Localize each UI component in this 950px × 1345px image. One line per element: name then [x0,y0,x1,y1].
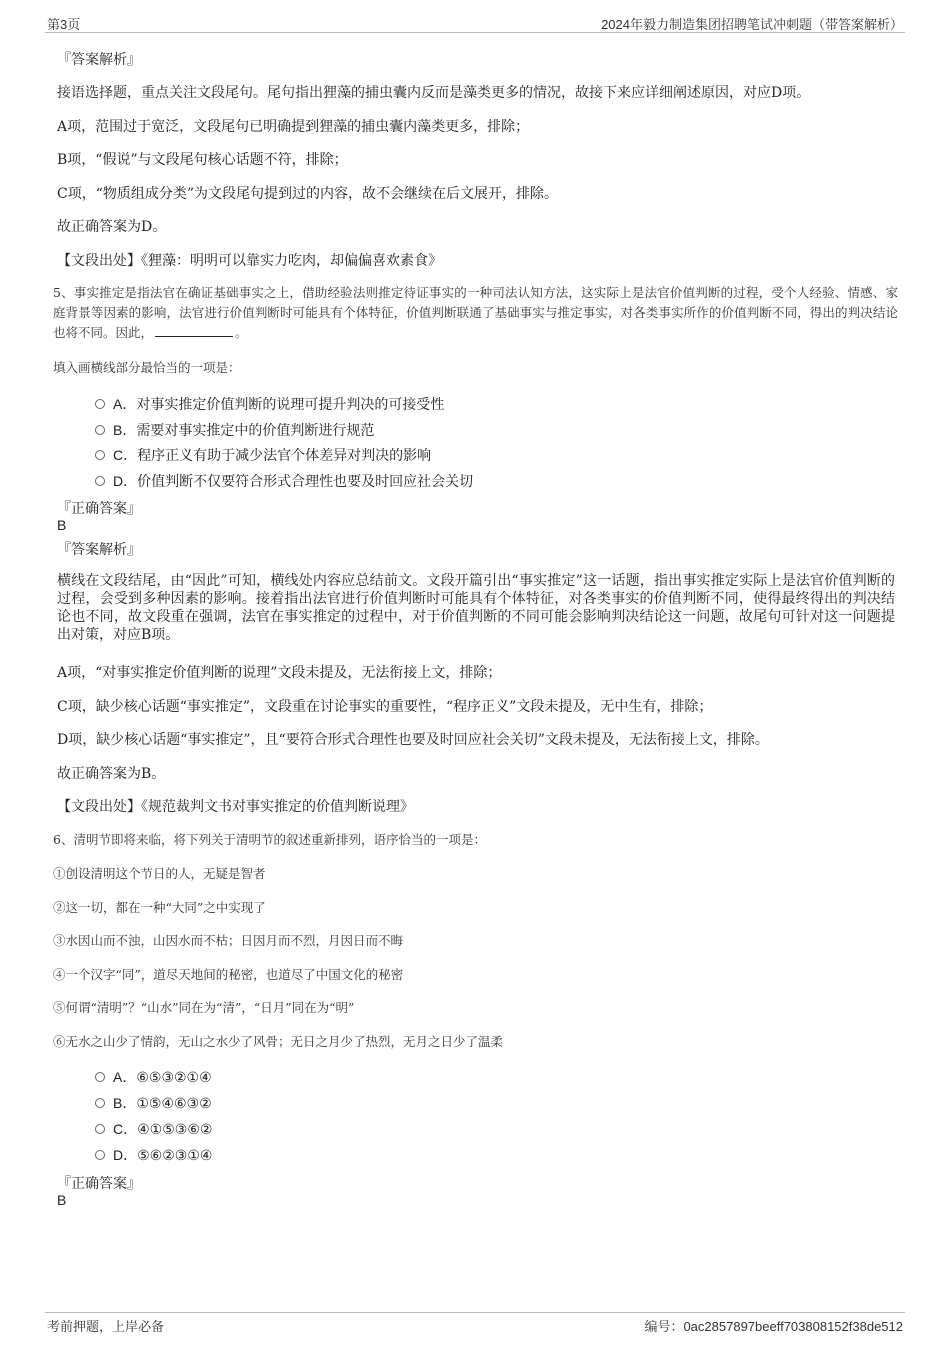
correct-answer: B [57,1192,67,1208]
page-number: 第3页 [47,17,81,32]
source-citation: 【文段出处】《规范裁判文书对事实推定的价值判断说理》 [57,799,414,815]
option-b[interactable]: B．①⑤④⑥③② [95,1093,212,1113]
sentence-item: ⑤何谓“清明”？“山水”同在为“清”，“日月”同在为“明” [53,1000,355,1015]
option-c[interactable]: C．程序正义有助于减少法官个体差异对判决的影响 [95,445,431,465]
option-a[interactable]: A．⑥⑤③②①④ [95,1067,212,1087]
analysis-paragraph: B项，“假说”与文段尾句核心话题不符，排除； [57,152,348,168]
correct-answer-label: 『正确答案』 [57,501,141,517]
analysis-label: 『答案解析』 [57,542,141,558]
correct-answer-label: 『正确答案』 [57,1176,141,1192]
analysis-paragraph: A项，范围过于宽泛，文段尾句已明确提到狸藻的捕虫囊内藻类更多，排除； [57,119,530,135]
question-stem: 6、清明节即将来临，将下列关于清明节的叙述重新排列，语序恰当的一项是： [53,832,486,847]
question-prompt: 填入画横线部分最恰当的一项是： [53,360,241,375]
sentence-item: ④一个汉字“同”，道尽天地间的秘密，也道尽了中国文化的秘密 [53,967,404,982]
analysis-paragraph: C项，缺少核心话题“事实推定”，文段重在讨论事实的重要性，“程序正义”文段未提及，无中生有，排除； [57,699,713,715]
option-b[interactable]: B．需要对事实推定中的价值判断进行规范 [95,420,374,440]
analysis-paragraph: D项，缺少核心话题“事实推定”，且“要符合形式合理性也要及时回应社会关切”文段未提及，无法衔接上文，排除。 [57,732,769,748]
page-header [45,12,905,33]
radio-button[interactable] [95,1150,105,1160]
footer-slogan: 考前押题，上岸必备 [47,1319,165,1334]
radio-button[interactable] [95,476,105,486]
analysis-paragraph: 故正确答案为D。 [57,219,167,235]
analysis-label: 『答案解析』 [57,52,141,68]
page-footer [45,1312,905,1337]
radio-button[interactable] [95,1098,105,1108]
radio-button[interactable] [95,425,105,435]
option-a[interactable]: A．对事实推定价值判断的说理可提升判决的可接受性 [95,394,444,414]
analysis-paragraph: 横线在文段结尾，由“因此”可知，横线处内容应总结前文。文段开篇引出“事实推定”这一话题，指出事实推定实际上是法官价值判断的过程，会受到多种因素的影响。接着指出法官进行价值判断时可能具有个体特征，对各类事实的价值判断不同，使得最终得出的判决结论也不同，故文段重在强调，法官在事实推定的过程中，对于价值判断的不同可能会影响判决结论这一问题，故尾句可针对这一问题提出对策，对应B项。 [57,573,895,643]
radio-button[interactable] [95,1072,105,1082]
document-id: 编号：0ac2857897beeff703808152f38de512 [644,1319,903,1334]
radio-button[interactable] [95,399,105,409]
option-d[interactable]: D．⑤⑥②③①④ [95,1145,212,1165]
sentence-item: ⑥无水之山少了情韵，无山之水少了风骨；无日之月少了热烈，无月之日少了温柔 [53,1034,504,1049]
analysis-paragraph: A项，“对事实推定价值判断的说理”文段未提及，无法衔接上文，排除； [57,665,502,681]
question-stem: 5、事实推定是指法官在确证基础事实之上，借助经验法则推定待证事实的一种司法认知方法，这实际上是法官价值判断的过程，受个人经验、情感、家庭背景等因素的影响，法官进行价值判断时可能具有个体特征，价值判断联通了基础事实与推定事实，对各类事实所作的价值判断不同，得出的判决结论也将不同。因此， 。 [53,285,898,340]
radio-button[interactable] [95,1124,105,1134]
correct-answer: B [57,517,67,533]
document-title: 2024年毅力制造集团招聘笔试冲刺题（带答案解析） [601,17,903,32]
radio-button[interactable] [95,450,105,460]
answer-blank [155,324,233,337]
analysis-paragraph: C项，“物质组成分类”为文段尾句提到过的内容，故不会继续在后文展开，排除。 [57,186,559,202]
analysis-paragraph: 接语选择题，重点关注文段尾句。尾句指出狸藻的捕虫囊内反而是藻类更多的情况，故接下来应详细阐述原因，对应D项。 [57,85,811,101]
source-citation: 【文段出处】《狸藻：明明可以靠实力吃肉，却偏偏喜欢素食》 [57,253,442,269]
sentence-item: ①创设清明这个节日的人，无疑是智者 [53,866,266,881]
sentence-item: ②这一切，都在一种“大同”之中实现了 [53,900,266,915]
option-c[interactable]: C．④①⑤③⑥② [95,1119,212,1139]
sentence-item: ③水因山而不浊，山因水而不枯；日因月而不烈，月因日而不晦 [53,933,404,948]
option-d[interactable]: D．价值判断不仅要符合形式合理性也要及时回应社会关切 [95,471,473,491]
analysis-paragraph: 故正确答案为B。 [57,766,166,782]
